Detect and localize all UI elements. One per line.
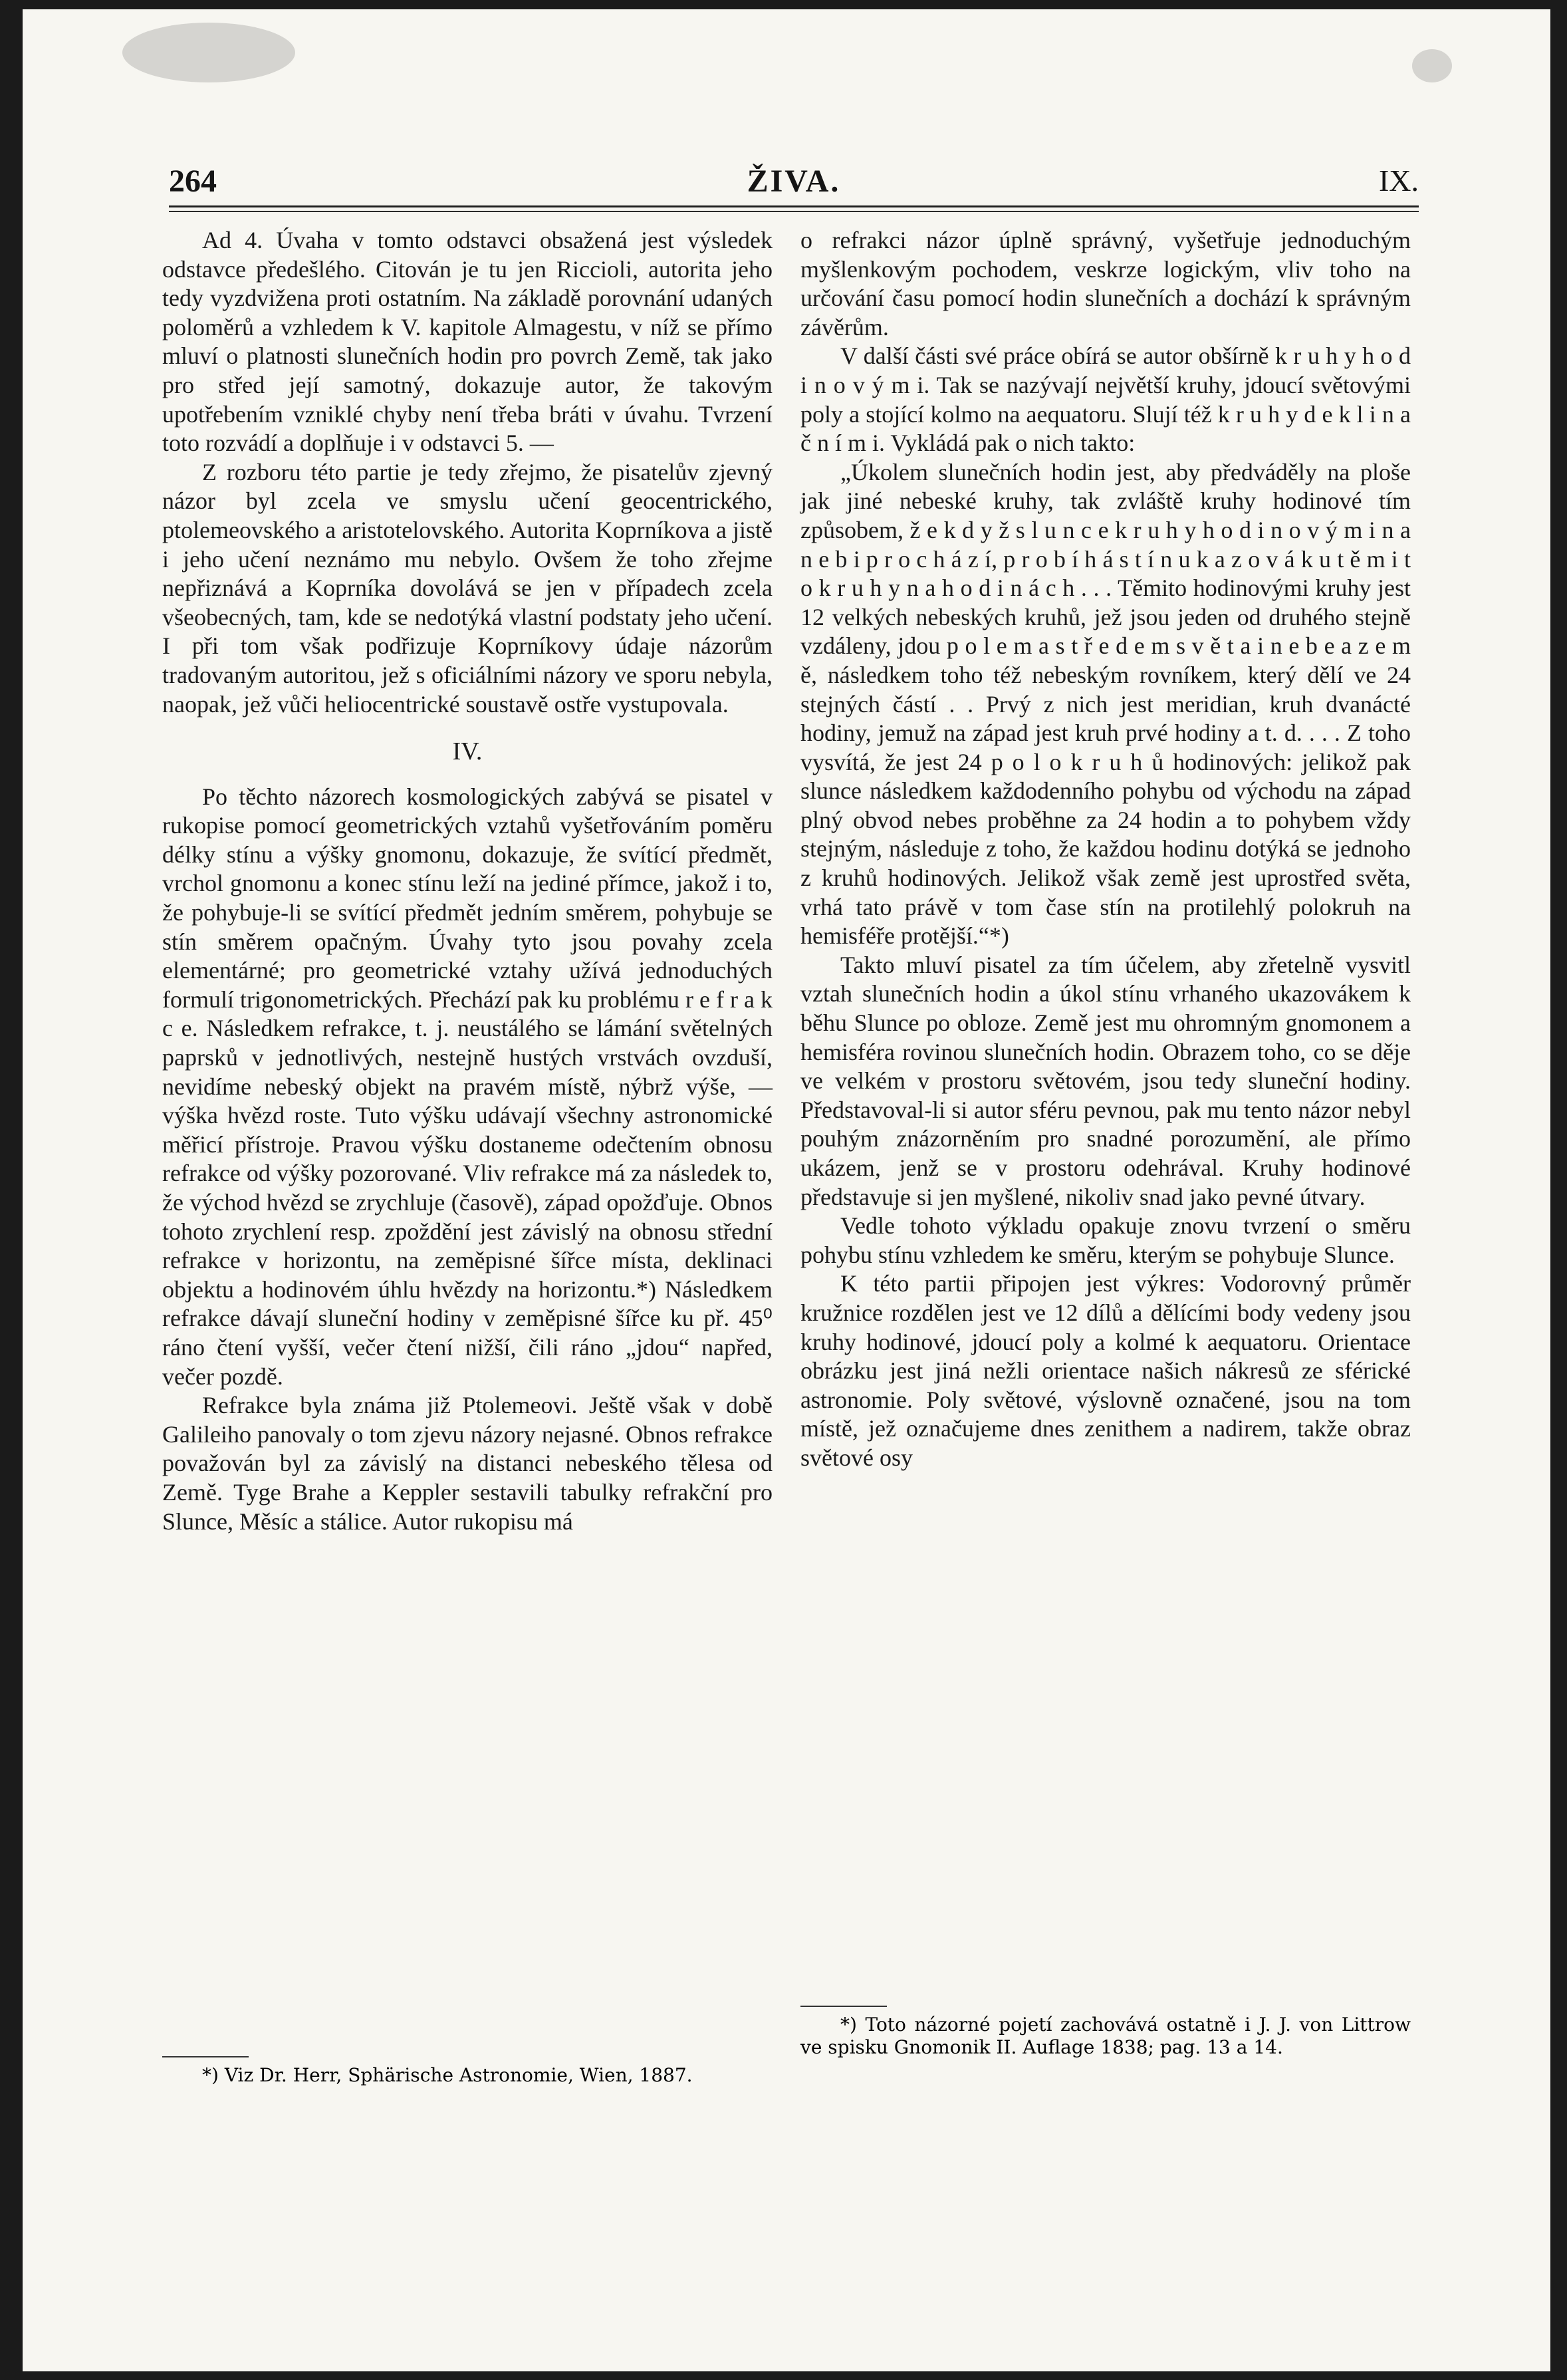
scan-smudge (1412, 49, 1452, 82)
paragraph: Refrakce byla známa již Ptolemeovi. Ještě však v době Galileiho panovaly o tom zjevu názory nejasné. Obnos refrakce považován byl za závislý na distanci nebeského tělesa od Země. Tyge Brahe a Keppler sestavili tabulky refrakční pro Slunce, Měsíc a stálice. Autor rukopisu má (162, 1392, 773, 1535)
paragraph: Po těchto názorech kosmologických zabývá se pisatel v rukopise pomocí geometrických vztahů vyšetřováním poměru délky stínu a výšky gnomonu, dokazuje, že svítící předmět, vrchol gnomonu a konec stínu leží na jediné přímce, jakož i to, že pohybuje-li se svítící předmět jedním směrem, pohybuje se stín směrem opačným. Úvahy tyto jsou povahy zcela elementárné; pro geometrické vztahy užívá jednoduchých formulí trigonometrických. Přechází pak ku problému r e f r a k c e. Následkem refrakce, t. j. neustálého se lámání světelných paprsků v jednotlivých, nestejně hustých vrstvách ovzduší, nevidíme nebeský objekt na pravém místě, nýbrž výše, — výška hvězd roste. Tuto výšku udávají všechny astronomické měřicí přístroje. Pravou výšku dostaneme odečtením obnosu refrakce od výšky pozorované. Vliv refrakce má za následek to, že východ hvězd se zrychluje (časově), západ opožďuje. Obnos tohoto zrychlení resp. zpoždění jest závislý na obnosu střední refrakce v horizontu, na zeměpisné šířce místa, deklinaci objektu a hodinovém úhlu hvězdy na horizontu.*) Následkem refrakce dávají sluneční hodiny v zeměpisné šířce ku př. 45⁰ ráno čtení vyšší, večer čtení nižší, čili ráno „jdou“ napřed, večer pozdě. (162, 783, 773, 1390)
paragraph: Takto mluví pisatel za tím účelem, aby zřetelně vysvitl vztah slunečních hodin a úkol stínu vrhaného ukazovákem k běhu Slunce po obloze. Země jest mu ohromným gnomonem a hemisféra rovinou slunečních hodin. Obrazem toho, co se děje ve velkém v prostoru světovém, jsou tedy sluneční hodiny. Představoval-li si autor sféru pevnou, pak mu tento názor nebyl pouhým znázorněním pro snadné porozumění, ale přímo ukázem, jenž se v prostoru odehrával. Kruhy hodinové představuje si jen myšlené, nikoliv snad jako pevné útvary. (800, 951, 1411, 1210)
journal-title: ŽIVA. (747, 164, 841, 199)
paragraph: V další části své práce obírá se autor obšírně k r u h y h o d i n o v ý m i. Tak se nazývají největší kruhy, jdoucí světovými poly a stojící kolmo na aequatoru. Slují též k r u h y d e k l i n a č n í m i. Vykládá pak o nich takto: (800, 342, 1411, 457)
paragraph: o refrakci názor úplně správný, vyšetřuje jednoduchým myšlenkovým pochodem, veskrze logickým, vliv toho na určování času pomocí hodin slunečních a dochází k správným závěrům. (800, 227, 1411, 340)
header-rule-thin (169, 211, 1419, 212)
page-header (169, 163, 1419, 203)
paragraph: K této partii připojen jest výkres: Vodorovný průměr kružnice rozdělen jest ve 12 dílů a dělícími body vedeny jsou kruhy hodinové, jdoucí poly a kolmé k aequatoru. Orientace obrázku jest jiná nežli orientace našich nákresů ze sférické astronomie. Poly světové, výslovně označené, jsou na tom místě, jež označujeme dnes zenithem a nadirem, takže obraz světové osy (800, 1270, 1411, 1471)
page-number: 264 (169, 164, 217, 199)
header-rule (169, 205, 1419, 207)
right-column (800, 226, 1411, 1473)
footnote-rule (162, 2056, 249, 2057)
footnote: *) Viz Dr. Herr, Sphärische Astronomie, Wien, 1887. (202, 2064, 693, 2086)
volume-number: IX. (1378, 164, 1419, 198)
left-footnote-block (162, 2046, 773, 2087)
scan-smudge (122, 23, 295, 82)
paragraph: „Úkolem slunečních hodin jest, aby předváděly na ploše jak jiné nebeské kruhy, tak zvláště kruhy hodinové tím způsobem, ž e k d y ž s l u n c e k r u h y h o d i n o v ý m i n a n e b i p r o c h á z í, p r o b í h á s t í n u k a z o v á k u t ě m i t o k r u h y n a h o d i n á c h . . . Těmito hodinovými kruhy jest 12 velkých nebeských kruhů, jež jsou jeden od druhého stejně vzdáleny, jdou p o l e m a s t ř e d e m s v ě t a i n e b e a z e m ě, následkem toho též nebeským rovníkem, který dělí ve 24 stejných částí . . Prvý z nich jest meridian, kruh dvanácté hodiny, jemuž na západ jest kruh prvé hodiny a t. d. . . . Z toho vysvítá, že jest 24 p o l o k r u h ů hodinových: jelikož pak slunce následkem každodenního pohybu od východu na západ plný obvod nebes proběhne za 24 hodin a to pohybem vždy stejným, následuje z toho, že každou hodinu dotýká se jednoho z kruhů hodinových. Jelikož však země jest uprostřed světa, vrhá tato právě v tom čase stín na protilehlý polokruh na hemisféře protější.“*) (800, 458, 1411, 950)
paragraph: Vedle tohoto výkladu opakuje znovu tvrzení o směru pohybu stínu vzhledem ke směru, kterým se pohybuje Slunce. (800, 1212, 1411, 1268)
left-column (162, 226, 773, 1536)
paragraph: Z rozboru této partie je tedy zřejmo, že pisatelův zjevný názor byl zcela ve smyslu učení geocentrického, ptolemeovského a aristotelovského. Autorita Koprníkova a jistě i jeho učení neznámo mu nebylo. Ovšem že toho zřejme nepřiznává a Koprníka dovolává se jen v případech zcela všeobecných, tam, kde se nedotýká vlastní podstaty jeho učení. I při tom však podřizuje Koprníkovy údaje názorům tradovaným autoritou, jež s oficiálními názory ve sporu nebyla, naopak, jež vůči heliocentrické soustavě ostře vystupovala. (162, 458, 773, 718)
paragraph: Ad 4. Úvaha v tomto odstavci obsažená jest výsledek odstavce předešlého. Citován je tu jen Riccioli, autorita jeho tedy vyzdvižena proti ostatním. Na základě porovnání udaných poloměrů a vzhledem k V. kapitole Almagestu, v níž se přímo mluví o platnosti slunečních hodin pro povrch Země, tak jako pro střed její samotný, dokazuje autor, že takovým upotřebením vzniklé chyby není třeba bráti v úvahu. Tvrzení toto rozvádí a doplňuje i v odstavci 5. — (162, 227, 773, 457)
right-footnote-block (800, 1995, 1411, 2059)
footnote: *) Toto názorné pojetí zachovává ostatně i J. J. von Littrow ve spisku Gnomonik II. Auflage 1838; pag. 13 a 14. (800, 2014, 1411, 2058)
footnote-rule (800, 2006, 887, 2007)
section-heading: IV. (452, 737, 483, 766)
